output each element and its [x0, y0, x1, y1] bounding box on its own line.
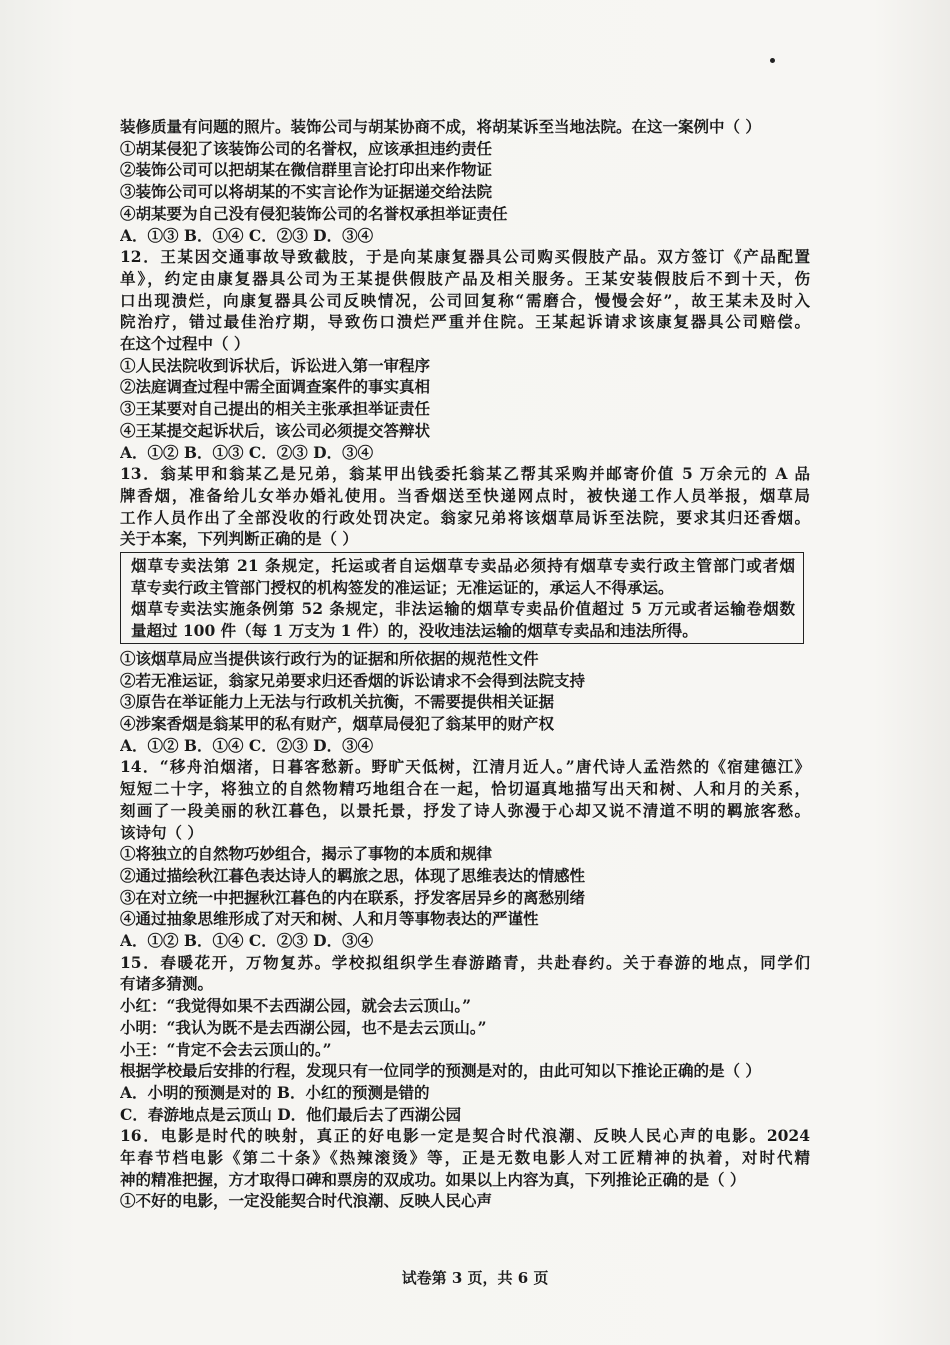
material-line: 烟草专卖法第 21 条规定，托运或者自运烟草专卖品必须持有烟草专卖行政主管部门或者烟 — [131, 556, 795, 576]
question-16 — [120, 1125, 810, 1212]
material-line: 量超过 100 件（每 1 万支为 1 件）的，没收违法运输的烟草专卖品和违法所得。 — [131, 621, 698, 641]
question-15 — [120, 952, 810, 1126]
question-12-option-3: ③王某要对自己提出的相关主张承担举证责任 — [120, 399, 431, 419]
question-13-answers: A．①② B．①④ C．②③ D．③④ — [120, 735, 374, 755]
question-12-stem-line: 口出现溃烂，向康复器具公司反映情况，公司回复称“需磨合，慢慢会好”，故王某未及时入 — [120, 290, 810, 310]
question-12-answers: A．①② B．①③ C．②③ D．③④ — [120, 442, 374, 462]
question-16-stem-line: 神的精准把握，方才取得口碑和票房的双成功。如果以上内容为真，下列推论正确的是（ ） — [120, 1169, 746, 1189]
question-12-stem-line: 12．王某因交通事故导致截肢，于是向某康复器具公司购买假肢产品。双方签订《产品配置 — [120, 247, 810, 267]
question-14-option-4: ④通过抽象思维形成了对天和树、人和月等事物表达的严谨性 — [120, 909, 539, 929]
scan-speck — [770, 58, 775, 63]
question-14-stem-line: 刻画了一段美丽的秋江暮色，以景托景，抒发了诗人弥漫于心却又说不清道不明的羁旅客愁。 — [120, 800, 810, 820]
question-13-option-1: ①该烟草局应当提供该行政行为的证据和所依据的规范性文件 — [120, 648, 539, 668]
question-13 — [120, 463, 810, 756]
question-15-quote-xiaowang: 小王：“肯定不会去云顶山的。” — [120, 1039, 332, 1059]
question-11-answers: A．①③ B．①④ C．②③ D．③④ — [120, 225, 374, 245]
question-15-answers-ab: A．小明的预测是对的 B．小红的预测是错的 — [120, 1082, 430, 1102]
question-14 — [120, 756, 810, 951]
question-12-option-1: ①人民法院收到诉状后，诉讼进入第一审程序 — [120, 355, 431, 375]
question-13-stem-line: 牌香烟，准备给儿女举办婚礼使用。当香烟送至快递网点时，被快递工作人员举报，烟草局 — [120, 485, 810, 505]
question-13-stem-line: 关于本案，下列判断正确的是（ ） — [120, 529, 358, 549]
question-13-stem-line: 13．翁某甲和翁某乙是兄弟，翁某甲出钱委托翁某乙帮其采购并邮寄价值 5 万余元的 A 品 — [120, 464, 810, 484]
question-13-material-box — [120, 552, 804, 644]
question-12-option-2: ②法庭调查过程中需全面调查案件的事实真相 — [120, 377, 431, 397]
question-11-option-3: ③装饰公司可以将胡某的不实言论作为证据递交给法院 — [120, 182, 493, 202]
question-11-option-1: ①胡某侵犯了该装饰公司的名誉权，应该承担违约责任 — [120, 138, 493, 158]
material-line: 烟草专卖法实施条例第 52 条规定，非法运输的烟草专卖品价值超过 5 万元或者运输卷烟数 — [131, 599, 795, 619]
question-14-option-2: ②通过描绘秋江暮色表达诗人的羁旅之思，体现了思维表达的情感性 — [120, 865, 586, 885]
question-11-option-2: ②装饰公司可以把胡某在微信群里言论打印出来作物证 — [120, 160, 493, 180]
question-15-stem-line: 有诸多猜测。 — [120, 974, 214, 994]
question-15-quote-xiaohong: 小红：“我觉得如果不去西湖公园，就会去云顶山。” — [120, 996, 472, 1016]
question-14-stem-line: 短短二十字，将独立的自然物精巧地组合在一起，恰切逼真地描写出天和树、人和月的关系， — [120, 779, 810, 799]
question-11 — [120, 116, 810, 246]
question-16-option-1: ①不好的电影，一定没能契合时代浪潮、反映人民心声 — [120, 1191, 493, 1211]
question-13-option-4: ④涉案香烟是翁某甲的私有财产，烟草局侵犯了翁某甲的财产权 — [120, 713, 555, 733]
material-line: 草专卖行政主管部门授权的机构签发的准运证；无准运证的，承运人不得承运。 — [131, 577, 674, 597]
question-16-stem-line: 16．电影是时代的映射，真正的好电影一定是契合时代浪潮、反映人民心声的电影。2024 — [120, 1126, 810, 1146]
page-content — [120, 116, 810, 1212]
question-15-question: 根据学校最后安排的行程，发现只有一位同学的预测是对的，由此可知以下推论正确的是（ ） — [120, 1061, 761, 1081]
question-13-option-2: ②若无准运证，翁家兄弟要求归还香烟的诉讼请求不会得到法院支持 — [120, 670, 586, 690]
question-15-stem-line: 15．春暖花开，万物复苏。学校拟组织学生春游踏青，共赴春约。关于春游的地点，同学们 — [120, 952, 810, 972]
question-15-quote-xiaoming: 小明：“我认为既不是去西湖公园，也不是去云顶山。” — [120, 1017, 487, 1037]
question-14-stem-line: 该诗句（ ） — [120, 822, 203, 842]
question-14-option-1: ①将独立的自然物巧妙组合，揭示了事物的本质和规律 — [120, 844, 493, 864]
question-13-stem-line: 工作人员作出了全部没收的行政处罚决定。翁家兄弟将该烟草局诉至法院，要求其归还香烟。 — [120, 507, 810, 527]
question-14-option-3: ③在对立统一中把握秋江暮色的内在联系，抒发客居异乡的离愁别绪 — [120, 887, 586, 907]
question-12 — [120, 246, 810, 463]
question-12-stem-line: 在这个过程中（ ） — [120, 334, 250, 354]
question-11-option-4: ④胡某要为自己没有侵犯装饰公司的名誉权承担举证责任 — [120, 203, 508, 223]
question-15-answers-cd: C．春游地点是云顶山 D．他们最后去了西湖公园 — [120, 1104, 462, 1124]
question-16-stem-line: 年春节档电影《第二十条》《热辣滚烫》等，正是无数电影人对工匠精神的执着，对时代精 — [120, 1148, 810, 1168]
question-11-stem-tail: 装修质量有问题的照片。装饰公司与胡某协商不成，将胡某诉至当地法院。在这一案例中（ ） — [120, 117, 761, 136]
question-13-option-3: ③原告在举证能力上无法与行政机关抗衡，不需要提供相关证据 — [120, 692, 555, 712]
question-12-option-4: ④王某提交起诉状后，该公司必须提交答辩状 — [120, 420, 431, 440]
page-footer: 试卷第 3 页，共 6 页 — [401, 1269, 549, 1287]
question-14-stem-line: 14．“移舟泊烟渚，日暮客愁新。野旷天低树，江清月近人。”唐代诗人孟浩然的《宿建德江》 — [120, 757, 810, 777]
question-14-answers: A．①② B．①④ C．②③ D．③④ — [120, 931, 374, 951]
question-12-stem-line: 院治疗，错过最佳治疗期，导致伤口溃烂严重并住院。王某起诉请求该康复器具公司赔偿。 — [120, 312, 810, 332]
question-12-stem-line: 单》，约定由康复器具公司为王某提供假肢产品及相关服务。王某安装假肢后不到十天，伤 — [120, 268, 810, 288]
